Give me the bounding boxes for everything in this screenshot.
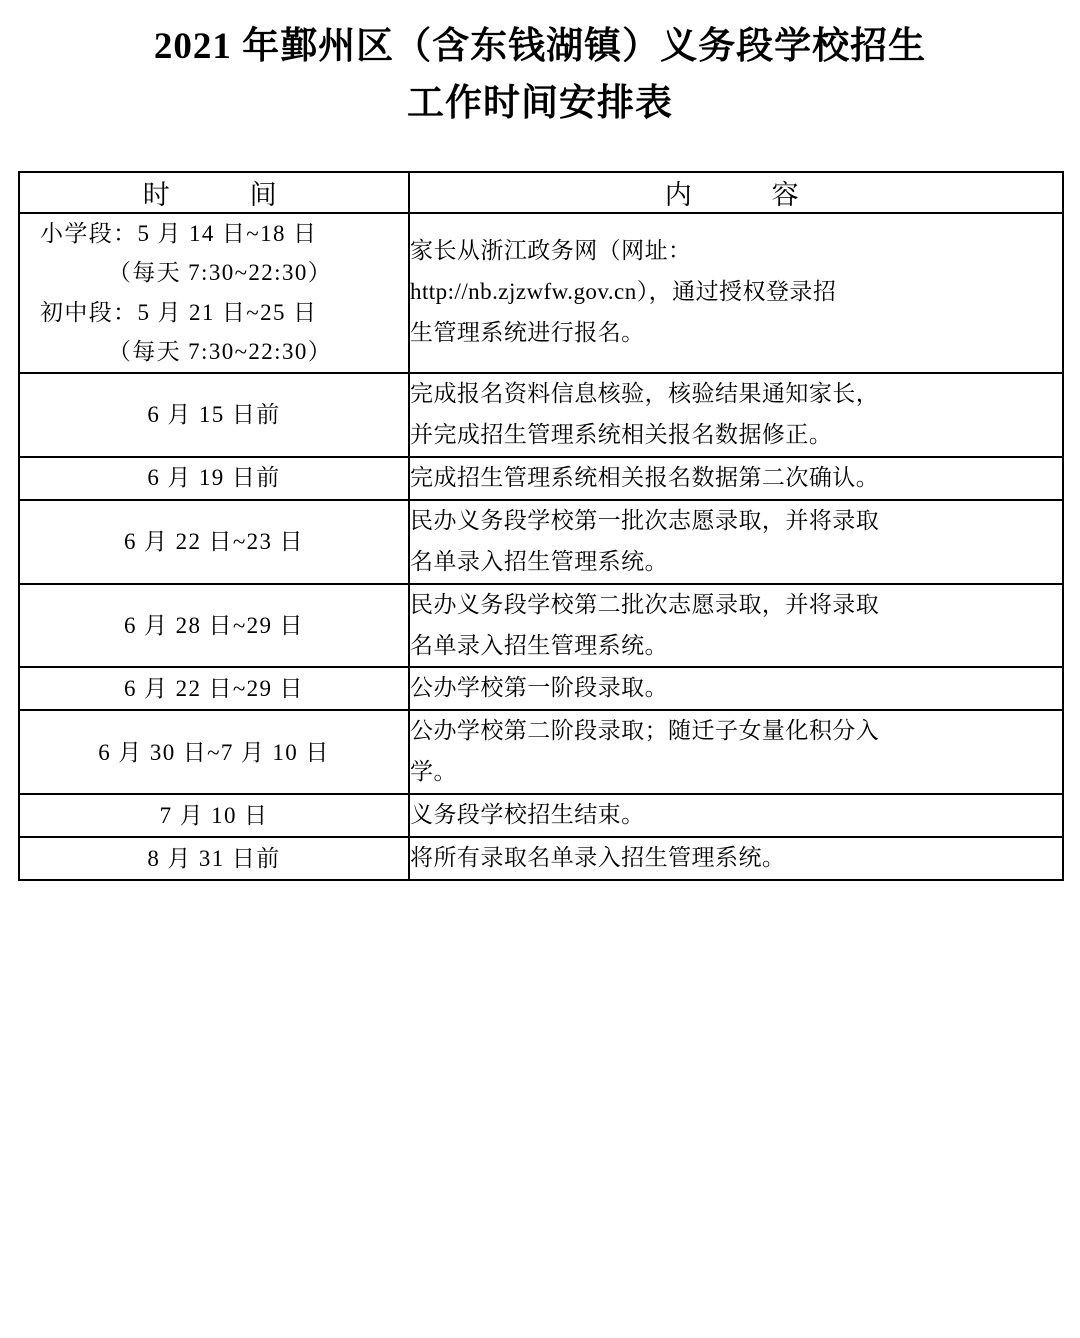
cell-time bbox=[19, 667, 409, 710]
table-row bbox=[19, 457, 1063, 500]
table-header-row bbox=[19, 172, 1063, 213]
cell-content-line: 学。 bbox=[410, 759, 457, 785]
table-header bbox=[19, 172, 1063, 213]
column-header-content: 内 容 bbox=[409, 172, 1063, 213]
cell-time bbox=[19, 584, 409, 668]
cell-time-line: 7 月 10 日 bbox=[159, 802, 269, 828]
table-row bbox=[19, 584, 1063, 668]
cell-time bbox=[19, 213, 409, 373]
page-title-line-1: 2021 年鄞州区（含东钱湖镇）义务段学校招生 bbox=[153, 26, 927, 67]
table-row bbox=[19, 373, 1063, 457]
column-header-time: 时 间 bbox=[19, 172, 409, 213]
cell-time-line: （每天 7:30~22:30） bbox=[107, 339, 333, 365]
cell-time-line: 6 月 22 日~23 日 bbox=[124, 528, 304, 554]
cell-time bbox=[19, 794, 409, 837]
cell-content-line: 将所有录取名单录入招生管理系统。 bbox=[410, 845, 786, 871]
cell-content-line: 完成招生管理系统相关报名数据第二次确认。 bbox=[410, 464, 880, 490]
cell-time bbox=[19, 500, 409, 584]
cell-content-line: 生管理系统进行报名。 bbox=[410, 320, 645, 346]
page-title bbox=[52, 18, 1028, 133]
cell-content bbox=[409, 837, 1063, 880]
cell-content bbox=[409, 373, 1063, 457]
cell-content bbox=[409, 584, 1063, 668]
cell-content-line: 义务段学校招生结束。 bbox=[410, 802, 645, 828]
table-row bbox=[19, 500, 1063, 584]
cell-content-line: 名单录入招生管理系统。 bbox=[410, 548, 669, 574]
page-title-line-2: 工作时间安排表 bbox=[407, 83, 673, 125]
cell-content-line: 名单录入招生管理系统。 bbox=[410, 632, 669, 658]
table-body bbox=[19, 213, 1063, 880]
cell-time-line: 6 月 22 日~29 日 bbox=[124, 676, 304, 702]
schedule-table-wrapper bbox=[18, 171, 1062, 881]
cell-time-line: 6 月 19 日前 bbox=[147, 465, 281, 491]
table-row bbox=[19, 794, 1063, 837]
cell-time-line: 小学段：5 月 14 日~18 日 bbox=[40, 220, 318, 246]
cell-content bbox=[409, 667, 1063, 710]
cell-content bbox=[409, 213, 1063, 373]
cell-time bbox=[19, 373, 409, 457]
cell-content-line: 民办义务段学校第一批次志愿录取，并将录取 bbox=[410, 507, 880, 533]
cell-time bbox=[19, 457, 409, 500]
schedule-table bbox=[18, 171, 1064, 881]
cell-time-line: 初中段：5 月 21 日~25 日 bbox=[40, 299, 318, 325]
cell-content-line: 民办义务段学校第二批次志愿录取，并将录取 bbox=[410, 591, 880, 617]
cell-time bbox=[19, 837, 409, 880]
table-row bbox=[19, 667, 1063, 710]
cell-content-line: 完成报名资料信息核验，核验结果通知家长， bbox=[410, 380, 880, 406]
cell-time-line: 6 月 15 日前 bbox=[147, 402, 281, 428]
cell-content-line: 家长从浙江政务网（网址： bbox=[410, 238, 692, 264]
document-page bbox=[0, 18, 1080, 1338]
cell-content bbox=[409, 794, 1063, 837]
cell-time-line: （每天 7:30~22:30） bbox=[107, 260, 333, 286]
cell-time bbox=[19, 710, 409, 794]
cell-content bbox=[409, 710, 1063, 794]
cell-content bbox=[409, 500, 1063, 584]
cell-content-line: 公办学校第一阶段录取。 bbox=[410, 675, 669, 701]
cell-content-line: http://nb.zjzwfw.gov.cn），通过授权登录招 bbox=[410, 279, 837, 305]
cell-content bbox=[409, 457, 1063, 500]
table-row bbox=[19, 710, 1063, 794]
cell-content-line: 并完成招生管理系统相关报名数据修正。 bbox=[410, 421, 833, 447]
cell-time-line: 6 月 28 日~29 日 bbox=[124, 612, 304, 638]
cell-time-line: 6 月 30 日~7 月 10 日 bbox=[98, 739, 330, 765]
table-row bbox=[19, 213, 1063, 373]
table-row bbox=[19, 837, 1063, 880]
cell-time-line: 8 月 31 日前 bbox=[147, 845, 281, 871]
cell-content-line: 公办学校第二阶段录取；随迁子女量化积分入 bbox=[410, 718, 880, 744]
